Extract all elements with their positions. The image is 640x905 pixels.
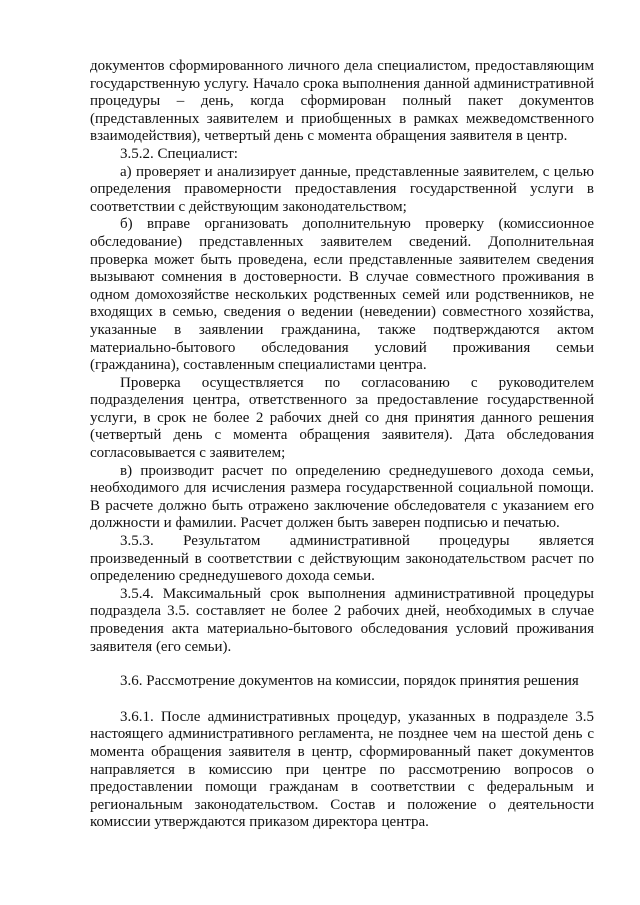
paragraph-3-5-2: 3.5.2. Специалист: (120, 145, 238, 162)
paragraph-3-6-1: 3.6.1. После административных процедур, указанных в подразделе 3.5 настоящего административного регламента, не позднее чем на шестой день с момента обращения заявителя в центр, сформированный пакет документов направляется в комиссию при центре по рассмотрению вопросов о предоставлении помощи гражданам в соответствии с федеральным и региональным законодательством. Состав и положение о деятельности комиссии утверждаются приказом директора центра. (90, 708, 594, 831)
paragraph-3-5-3: 3.5.3. Результатом административной процедуры является произведенный в соответствии с действующим законодательством расчет по определению среднедушевого дохода семьи. (90, 533, 594, 585)
section-heading: 3.6. Рассмотрение документов на комиссии, порядок принятия решения (120, 673, 579, 690)
paragraph-item-b: б) вправе организовать дополнительную проверку (комиссионное обследование) представленных заявителем сведений. Дополнительная проверка может быть проведена, если представленные заявителем сведения вызывают сомнения в достоверности. В случае совместного проживания в одном домохозяйстве нескольких родственных семей или родственников, не входящих в семью, сведения о ведении (неведении) совместного хозяйства, указанные в заявлении гражданина, также подтверждаются актом материально-бытового обследования условий проживания семьи (гражданина), составленным специалистами центра. (90, 216, 594, 374)
paragraph-item-v: в) производит расчет по определению среднедушевого дохода семьи, необходимого для исчисления размера государственной социальной помощи. В расчете должно быть отражено заключение обследователя с указанием его должности и фамилии. Расчет должен быть заверен подписью и печатью. (90, 462, 594, 532)
paragraph-continuation: документов сформированного личного дела специалистом, предоставляющим государственную услугу. Начало срока выполнения данной административной процедуры – день, когда сформирован полный пакет документов (представленных заявителем и приобщенных в рамках межведомственного взаимодействия), четвертый день с момента обращения заявителя в центр. (90, 58, 594, 145)
paragraph-verification: Проверка осуществляется по согласованию с руководителем подразделения центра, ответственного за предоставление государственной услуги, в срок не более 2 рабочих дней со дня принятия данного решения (четвертый день с момента обращения заявителя). Дата обследования согласовывается с заявителем; (90, 374, 594, 462)
document-page (90, 58, 594, 832)
paragraph-3-5-4: 3.5.4. Максимальный срок выполнения административной процедуры подраздела 3.5. составляет не более 2 рабочих дней, необходимых в случае проведения акта материально-бытового обследования условий проживания заявителя (его семьи). (90, 585, 594, 655)
paragraph-item-a: а) проверяет и анализирует данные, представленные заявителем, с целью определения правомерности предоставления государственной услуги в соответствии с действующим законодательством; (90, 163, 594, 215)
